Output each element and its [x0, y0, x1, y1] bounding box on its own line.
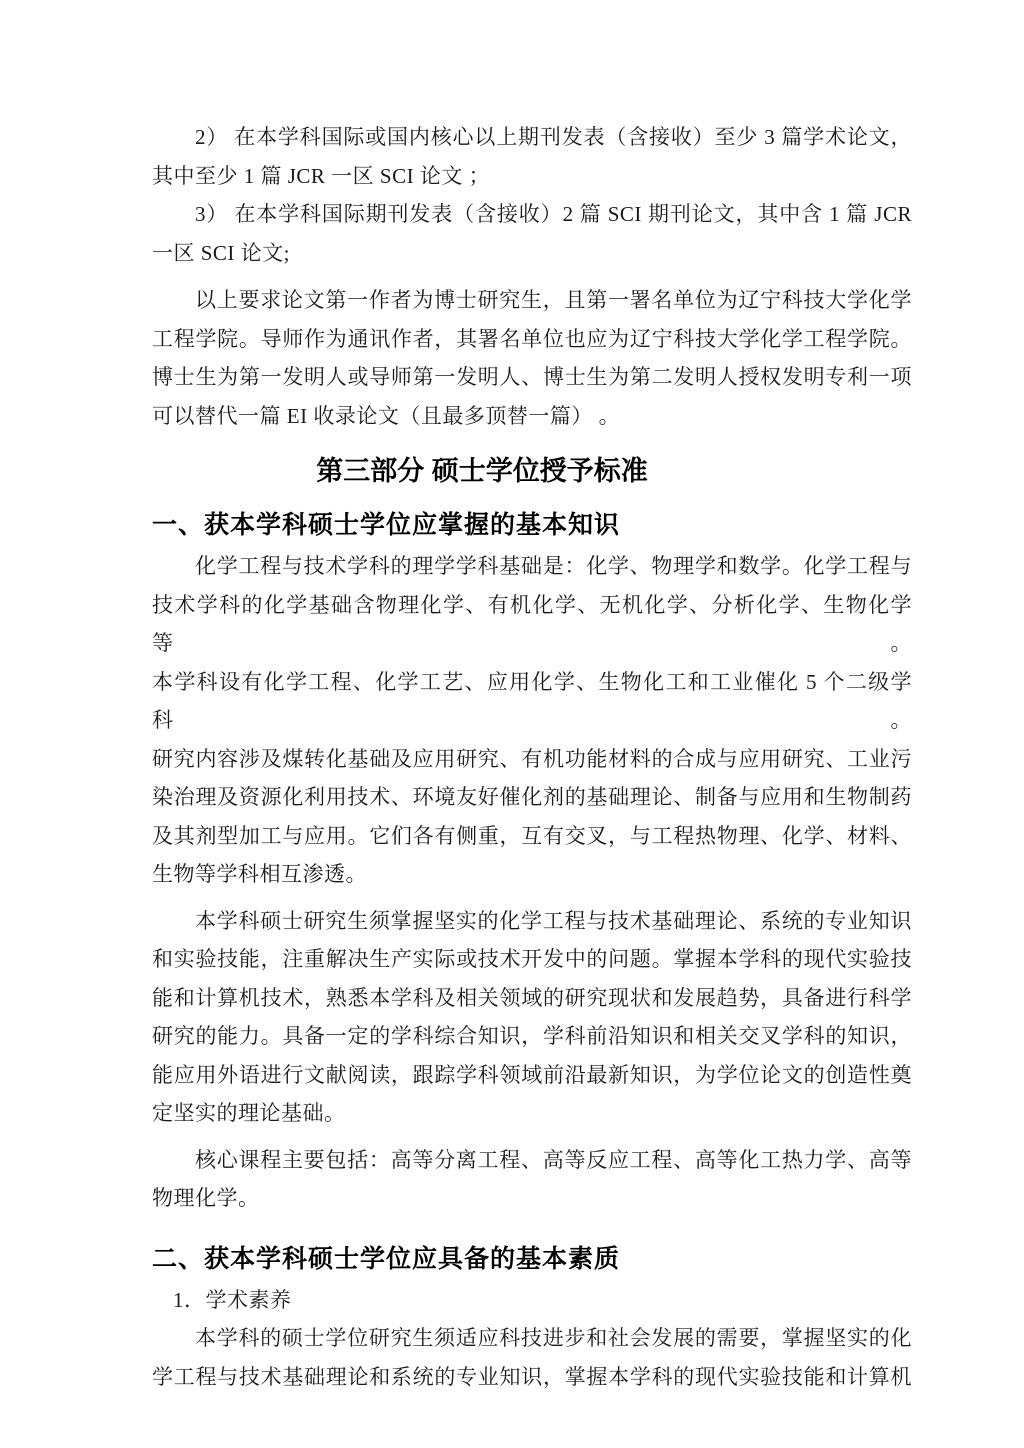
text-line: 本学科设有化学工程、化学工艺、应用化学、生物化工和工业催化 5 个二级学科。: [152, 669, 912, 732]
text-line: 本学科的硕士学位研究生须适应科技进步和社会发展的需要，掌握坚实的化: [195, 1326, 912, 1350]
text-line: 化学工程与技术学科的理学学科基础是：化学、物理学和数学。化学工程与: [195, 554, 912, 578]
text-line: 核心课程主要包括：高等分离工程、高等反应工程、高等化工热力学、高等: [195, 1147, 912, 1172]
section1-paragraph-2: [152, 902, 912, 1133]
part3-heading: 第三部分 硕士学位授予标准: [316, 456, 648, 486]
text-line: 工程学院。导师作为通讯作者，其署名单位也应为辽宁科技大学化学工程学院。: [152, 326, 912, 351]
text-line: 能和计算机技术，熟悉本学科及相关领域的研究现状和发展趋势，具备进行科学: [152, 985, 912, 1010]
text-line: 染治理及资源化利用技术、环境友好催化剂的基础理论、制备与应用和生物制药: [152, 785, 912, 809]
text-line: 博士生为第一发明人或导师第一发明人、博士生为第二发明人授权发明专利一项: [152, 365, 912, 389]
section2-heading: 二、获本学科硕士学位应具备的基本素质: [152, 1244, 621, 1273]
text-line: 可以替代一篇 EI 收录论文（且最多顶替一篇） 。: [152, 403, 621, 428]
section2-subitem-1: 1．学术素养: [173, 1287, 292, 1312]
text-line: 定坚实的理论基础。: [152, 1101, 346, 1125]
text-line: 一区 SCI 论文;: [152, 240, 291, 265]
page-content: [152, 118, 912, 1396]
text-line: 物理化学。: [152, 1186, 260, 1210]
list-item-3: [152, 195, 912, 272]
section1-paragraph-3: [152, 1141, 912, 1218]
list-item-2: [152, 118, 912, 195]
text-line: 以上要求论文第一作者为博士研究生，且第一署名单位为辽宁科技大学化学: [195, 288, 912, 312]
text-line: 及其剂型加工与应用。它们各有侧重，互有交叉，与工程热物理、化学、材料、: [152, 823, 912, 848]
text-line: 研究内容涉及煤转化基础及应用研究、有机功能材料的合成与应用研究、工业污: [152, 746, 912, 771]
text-line: 技术学科的化学基础含物理化学、有机化学、无机化学、分析化学、生物化学等。: [152, 592, 912, 655]
section1-heading: 一、获本学科硕士学位应掌握的基本知识: [152, 511, 621, 539]
requirements-paragraph: [152, 281, 912, 435]
section1-paragraph-1: [152, 547, 912, 894]
section2-paragraph-1: [152, 1319, 912, 1396]
text-line: 3） 在本学科国际期刊发表（含接收）2 篇 SCI 期刊论文，其中含 1 篇 JCR: [195, 202, 912, 226]
text-line: 生物等学科相互渗透。: [152, 862, 367, 886]
text-line: 其中至少 1 篇 JCR 一区 SCI 论文 ；: [152, 163, 491, 188]
text-line: 学工程与技术基础理论和系统的专业知识，掌握本学科的现代实验技能和计算机: [152, 1364, 912, 1389]
text-line: 和实验技能，注重解决生产实际或技术开发中的问题。掌握本学科的现代实验技: [152, 947, 912, 971]
text-line: 研究的能力。具备一定的学科综合知识，学科前沿知识和相关交叉学科的知识，: [152, 1024, 912, 1048]
text-line: 2） 在本学科国际或国内核心以上期刊发表（含接收）至少 3 篇学术论文，: [195, 125, 912, 149]
text-line: 能应用外语进行文献阅读，跟踪学科领域前沿最新知识，为学位论文的创造性奠: [152, 1062, 912, 1087]
text-line: 本学科硕士研究生须掌握坚实的化学工程与技术基础理论、系统的专业知识: [195, 908, 912, 933]
